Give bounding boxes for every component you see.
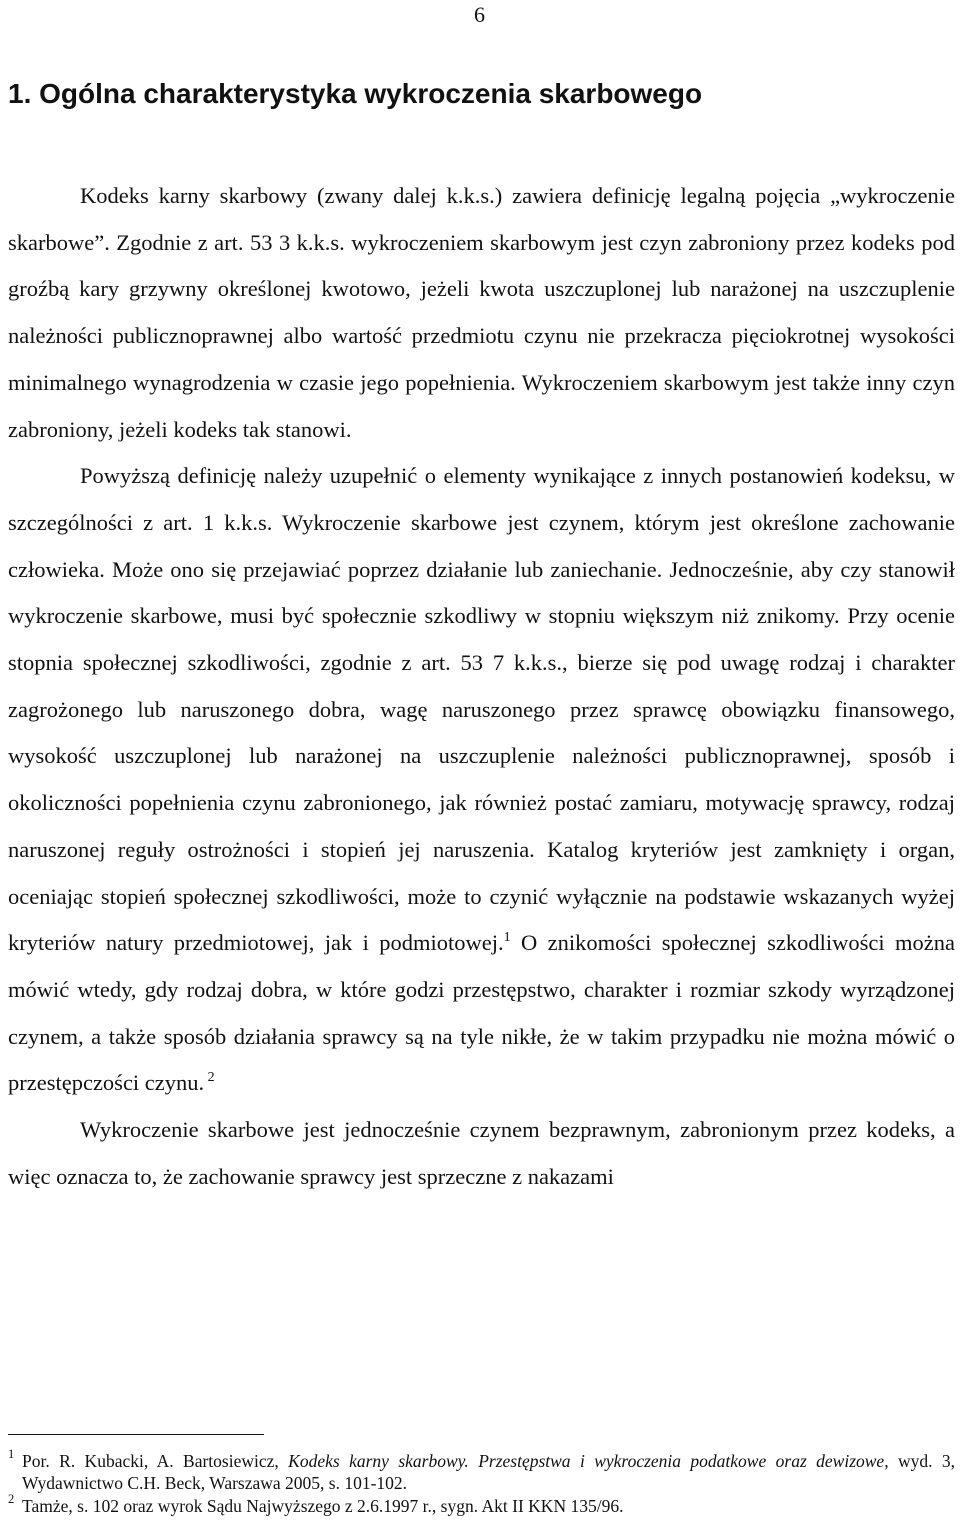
paragraph-definition-text: Kodeks karny skarbowy (zwany dalej k.k.s.) zawiera definicję legalną pojęcia „wykroczenie skarbowe”. Zgodnie z art. 53 3 k.k.s. wykroczeniem skarbowym jest czyn zabroniony przez kodeks pod groźbą kary grzywny określonej kwotowo, jeżeli kwota uszczuplonej lub narażonej na uszczuplenie należności publicznoprawnej albo wartość przedmiotu czynu nie przekracza pięciokrotnej wysokości minimalnego wynagrodzenia w czasie jego popełnienia. Wykroczeniem skarbowym jest także inny czyn zabroniony, jeżeli kodeks tak stanowi.: [8, 183, 955, 442]
body-text: [8, 173, 955, 1200]
paragraph-supplement-text-b: O znikomości społecznej szkodliwości można mówić wtedy, gdy rodzaj dobra, w które godzi przestępstwo, charakter i rozmiar szkody wyrządzonej czynem, a także sposób działania sprawcy są na tyle nikłe, że w takim przypadku nie można mówić o przestępczości czynu.: [8, 930, 956, 1096]
footnote-1-suffix: wyd. 3, Wydawnictwo C.H. Beck, Warszawa 2005, s. 101-102.: [22, 1451, 956, 1493]
paragraph-definition: [8, 173, 955, 453]
footnote-2: [8, 1492, 955, 1517]
footnote-2-number: 2: [8, 1492, 15, 1506]
footnote-ref-2[interactable]: 2: [204, 1070, 215, 1086]
section-heading: 1. Ogólna charakterystyka wykroczenia skarbowego: [8, 78, 703, 109]
footnote-2-text: Tamże, s. 102 oraz wyrok Sądu Najwyższego z 2.6.1997 r., sygn. Akt II KKN 135/96.: [22, 1496, 624, 1516]
paragraph-supplement-text-a: Powyższą definicję należy uzupełnić o elementy wynikające z innych postanowień kodeksu, w szczególności z art. 1 k.k.s. Wykroczenie skarbowe jest czynem, którym jest określone zachowanie człowieka. Może ono się przejawiać poprzez działanie lub zaniechanie. Jednocześnie, aby czy stanowił wykroczenie skarbowe, musi być społecznie szkodliwy w stopniu większym niż znikomy. Przy ocenie stopnia społecznej szkodliwości, zgodnie z art. 53 7 k.k.s., bierze się pod uwagę rodzaj i charakter zagrożonego lub naruszonego dobra, wagę naruszonego przez sprawcę obowiązku finansowego, wysokość uszczuplonej lub narażonej na uszczuplenie należności publicznoprawnej, sposób i okoliczności popełnienia czynu zabronionego, jak również postać zamiaru, motywację sprawcy, rodzaj naruszonej reguły ostrożności i stopień jej naruszenia. Katalog kryteriów jest zamknięty i organ, oceniając stopień społecznej szkodliwości, może to czynić wyłącznie na podstawie wskazanych wyżej kryteriów natury przedmiotowej, jak i podmiotowej.: [8, 463, 955, 956]
footnote-ref-1[interactable]: 1: [503, 930, 511, 946]
footnote-1-number: 1: [8, 1447, 15, 1461]
footnote-separator: [8, 1434, 264, 1435]
page-number: 6: [474, 2, 485, 27]
paragraph-supplement: [8, 453, 955, 1107]
footnote-1-prefix: Por. R. Kubacki, A. Bartosiewicz,: [22, 1451, 289, 1471]
paragraph-unlawful: [8, 1107, 955, 1200]
footnote-1: [8, 1447, 956, 1494]
paragraph-unlawful-text: Wykroczenie skarbowe jest jednocześnie czynem bezprawnym, zabronionym przez kodeks, a więc oznacza to, że zachowanie sprawcy jest sprzeczne z nakazami: [8, 1117, 955, 1189]
footnote-1-text: [22, 1450, 955, 1494]
footnotes: [8, 1447, 956, 1517]
footnote-1-title: Kodeks karny skarbowy. Przestępstwa i wykroczenia podatkowe oraz dewizowe,: [288, 1451, 889, 1471]
